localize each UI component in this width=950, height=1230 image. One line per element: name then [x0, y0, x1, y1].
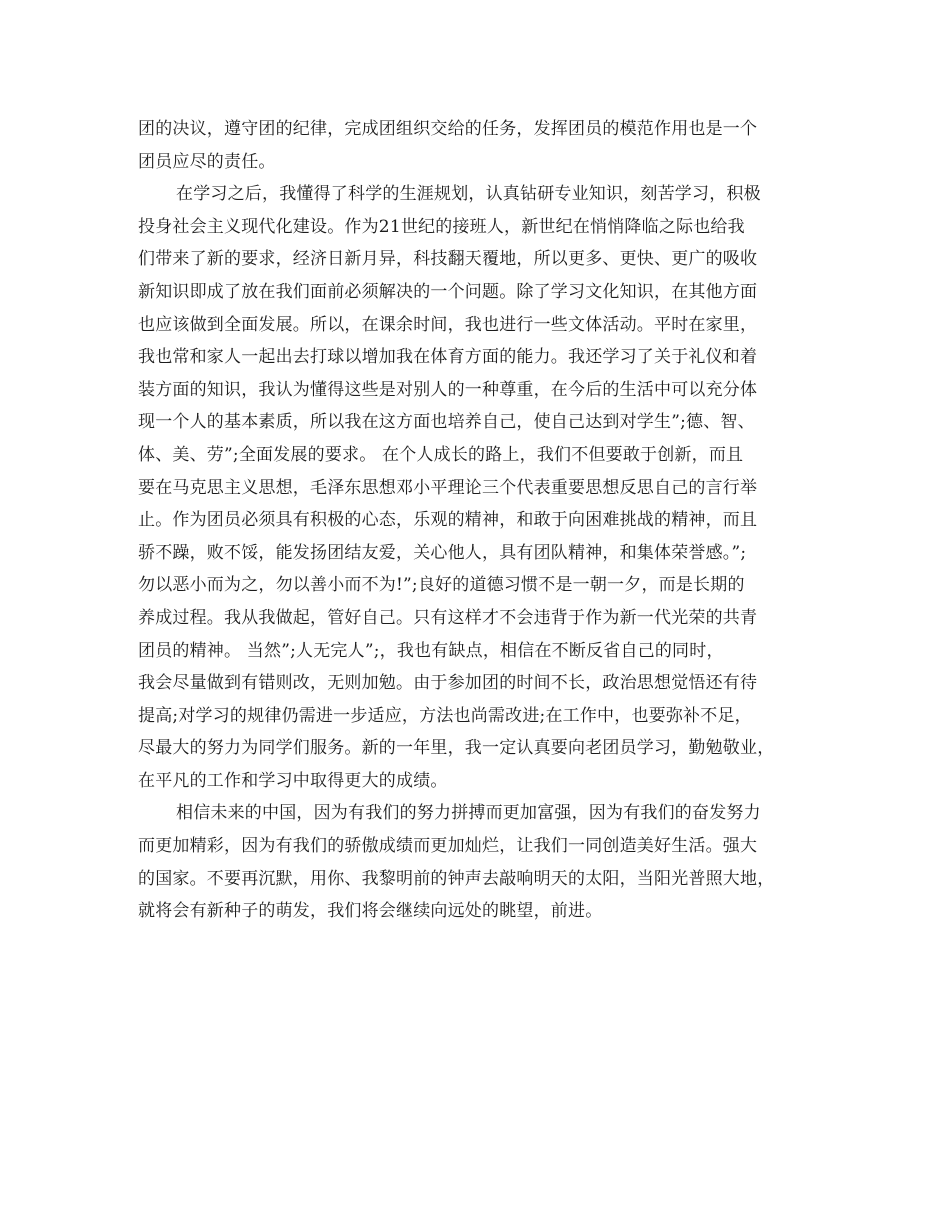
text-line: 提高;对学习的规律仍需进一步适应，方法也尚需改进;在工作中，也要弥补不足，: [138, 705, 752, 726]
text-line: 体、美、劳”;全面发展的要求。 在个人成长的路上，我们不但要敢于创新，而且: [138, 444, 744, 465]
text-line: 我也常和家人一起出去打球以增加我在体育方面的能力。我还学习了关于礼仪和着: [138, 347, 758, 368]
text-line: 相信未来的中国，因为有我们的努力拼搏而更加富强，因为有我们的奋发努力: [176, 803, 761, 824]
text-line: 而更加精彩，因为有我们的骄傲成绩而更加灿烂，让我们一同创造美好生活。强大: [138, 836, 758, 857]
text-line: 投身社会主义现代化建设。作为21世纪的接班人，新世纪在悄悄降临之际也给我: [138, 216, 745, 237]
text-line: 现一个人的基本素质，所以我在这方面也培养自己，使自己达到对学生”;德、智、: [138, 412, 755, 433]
text-line: 养成过程。我从我做起，管好自己。只有这样才不会违背于作为新一代光荣的共青: [138, 607, 758, 628]
text-line: 们带来了新的要求，经济日新月异，科技翻天覆地，所以更多、更快、更广的吸收: [138, 249, 758, 270]
text-line: 也应该做到全面发展。所以，在课余时间，我也进行一些文体活动。平时在家里，: [138, 314, 758, 335]
text-line: 止。作为团员必须具有积极的心态，乐观的精神，和敢于向困难挑战的精神，而且: [138, 510, 758, 531]
text-line: 骄不躁，败不馁，能发扬团结友爱，关心他人，具有团队精神，和集体荣誉感。”;: [138, 542, 747, 563]
text-line: 就将会有新种子的萌发，我们将会继续向远处的眺望，前进。: [138, 901, 603, 922]
text-line: 我会尽量做到有错则改，无则加勉。由于参加团的时间不长，政治思想觉悟还有待: [138, 673, 758, 694]
text-line: 团的决议，遵守团的纪律，完成团组织交给的任务，发挥团员的模范作用也是一个: [138, 119, 758, 139]
text-line: 装方面的知识，我认为懂得这些是对别人的一种尊重，在今后的生活中可以充分体: [138, 379, 758, 400]
text-line: 勿以恶小而为之，勿以善小而不为!”;良好的道德习惯不是一朝一夕，而是长期的: [138, 575, 745, 596]
text-line: 团员的精神。 当然”;人无完人”;，我也有缺点，相信在不断反省自己的同时，: [138, 640, 724, 661]
text-line: 在学习之后，我懂得了科学的生涯规划，认真钻研专业知识，刻苦学习，积极: [176, 184, 761, 205]
text-line: 在平凡的工作和学习中取得更大的成绩。: [138, 770, 448, 791]
text-line: 新知识即成了放在我们面前必须解决的一个问题。除了学习文化知识，在其他方面: [138, 281, 758, 302]
text-line: 团员应尽的责任。: [138, 151, 276, 172]
text-line: 尽最大的努力为同学们服务。新的一年里，我一定认真要向老团员学习，勤勉敬业，: [138, 738, 775, 759]
text-line: 的国家。不要再沉默，用你、我黎明前的钟声去敲响明天的太阳，当阳光普照大地，: [138, 868, 775, 889]
text-line: 要在马克思主义思想，毛泽东思想邓小平理论三个代表重要思想反思自己的言行举: [138, 477, 758, 498]
document-body: [138, 113, 828, 928]
